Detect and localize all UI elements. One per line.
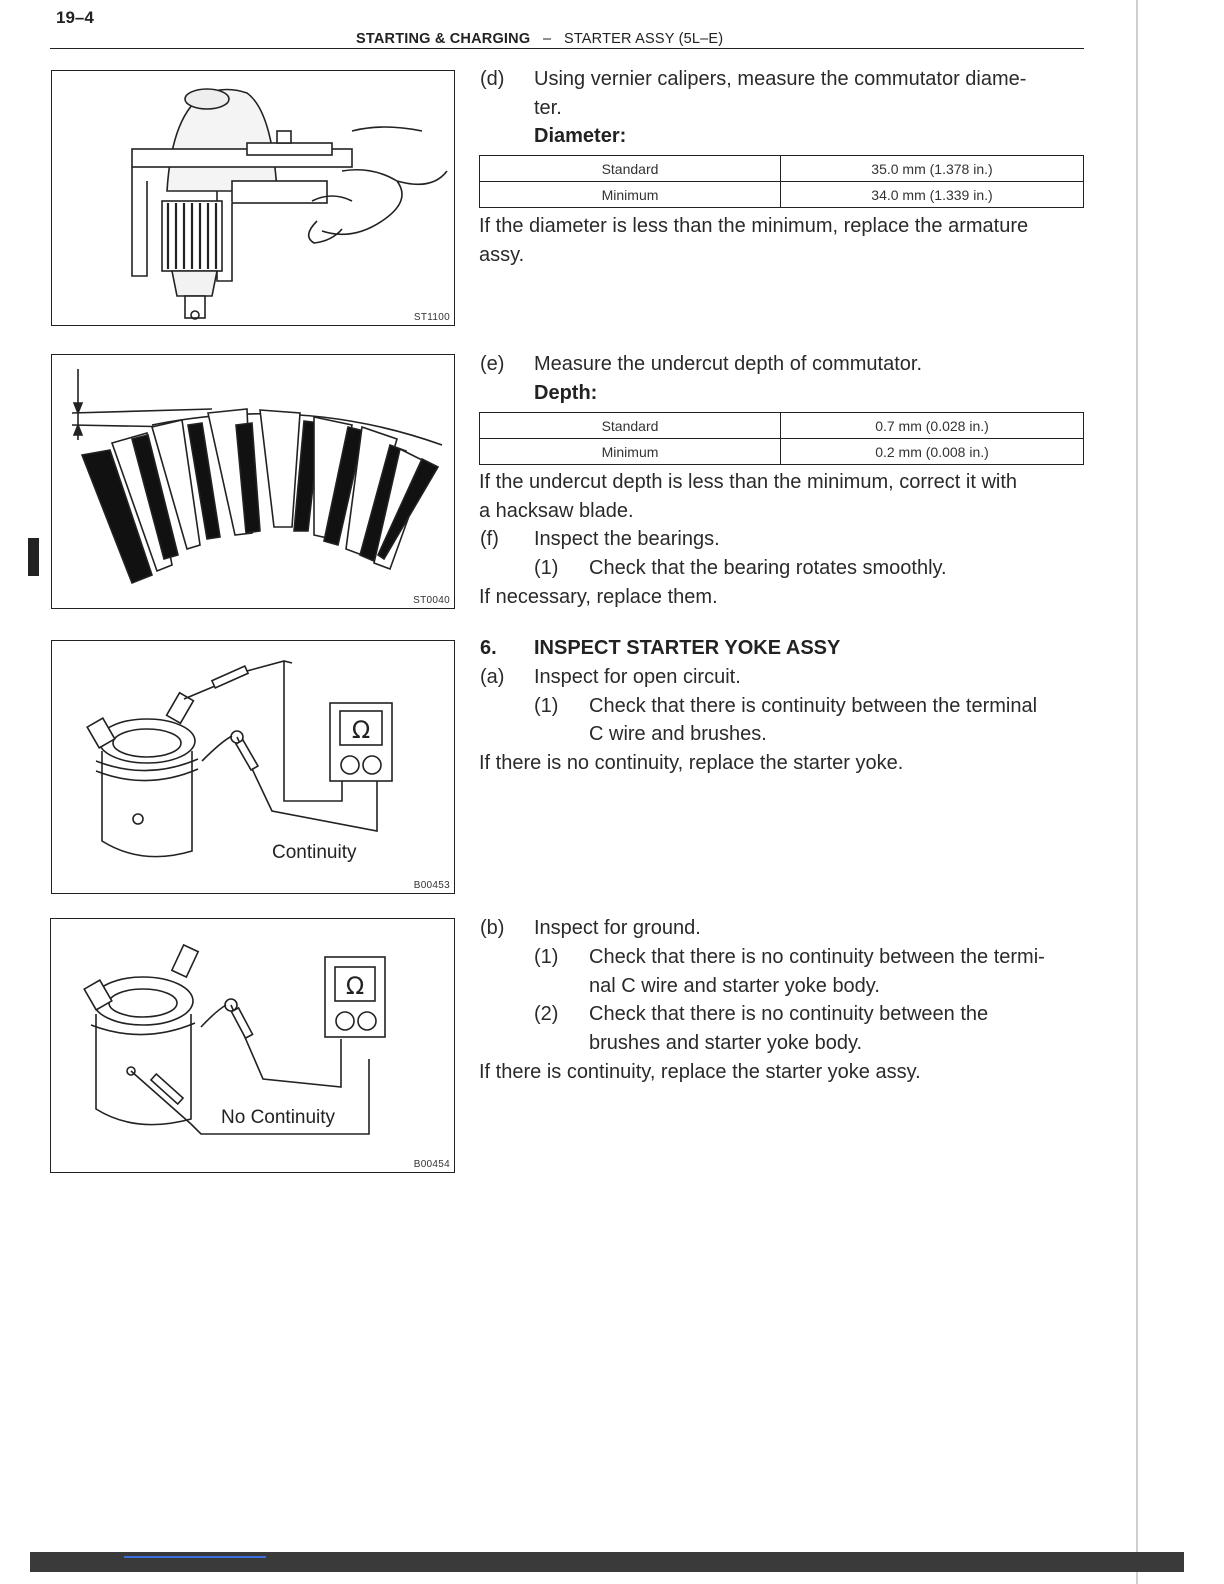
- step-d-note-line1: If the diameter is less than the minimum, replace the armature: [479, 215, 1029, 237]
- step-6b-sub2-line1: Check that there is no continuity between the: [589, 1003, 989, 1025]
- step-e-note-line2: a hacksaw blade.: [479, 500, 634, 522]
- spec-value: 35.0 mm (1.378 in.): [781, 156, 1084, 182]
- step-6a-sub-line2: C wire and brushes.: [589, 723, 767, 745]
- section-6-title: INSPECT STARTER YOKE ASSY: [534, 637, 841, 659]
- figure-code: B00453: [413, 880, 450, 891]
- spec-label: Standard: [480, 413, 781, 439]
- step-6b-sub1-line2: nal C wire and starter yoke body.: [589, 975, 880, 997]
- step-f-marker: (f): [480, 528, 499, 550]
- step-f-sub-text: Check that the bearing rotates smoothly.: [589, 557, 947, 579]
- figure-no-continuity-test: [50, 918, 455, 1173]
- step-e-note-line1: If the undercut depth is less than the minimum, correct it with: [479, 471, 1018, 493]
- figure-caption-continuity: Continuity: [272, 842, 357, 863]
- step-6a-sub-marker: (1): [534, 695, 559, 717]
- step-e-spec-heading: Depth:: [534, 382, 598, 404]
- table-row: [480, 413, 1084, 439]
- page-edge: [1136, 0, 1138, 1584]
- figure-code: ST1100: [413, 312, 450, 323]
- spec-label: Standard: [480, 156, 781, 182]
- step-e-marker: (e): [480, 353, 505, 375]
- step-d-spec-heading: Diameter:: [534, 125, 627, 147]
- step-f-note: If necessary, replace them.: [479, 586, 718, 608]
- step-6b-text: Inspect for ground.: [534, 917, 701, 939]
- step-6a-text: Inspect for open circuit.: [534, 666, 741, 688]
- step-d-text-line2: ter.: [534, 97, 562, 119]
- step-f-sub-marker: (1): [534, 557, 559, 579]
- step-6a-sub-line1: Check that there is continuity between the terminal: [589, 695, 1038, 717]
- step-6a-note: If there is no continuity, replace the starter yoke.: [479, 752, 904, 774]
- figure-code: ST0040: [413, 595, 450, 606]
- step-6b-sub2-line2: brushes and starter yoke body.: [589, 1032, 863, 1054]
- depth-spec-table: [479, 412, 1084, 465]
- continuity-illustration: [52, 641, 452, 891]
- figure-continuity-test: [51, 640, 455, 894]
- figure-caption-no-continuity: No Continuity: [221, 1107, 336, 1128]
- step-d-note-line2: assy.: [479, 244, 525, 266]
- step-f-text: Inspect the bearings.: [534, 528, 720, 550]
- figure-vernier-calipers: [51, 70, 455, 326]
- no-continuity-illustration: [51, 919, 452, 1170]
- step-6b-note: If there is continuity, replace the starter yoke assy.: [479, 1061, 921, 1083]
- spec-label: Minimum: [480, 439, 781, 465]
- section-title: STARTING & CHARGING: [356, 31, 531, 47]
- bottom-link-line: [124, 1556, 266, 1558]
- step-d-marker: (d): [480, 68, 505, 90]
- undercut-illustration: [52, 355, 452, 606]
- step-6b-sub2-marker: (2): [534, 1003, 559, 1025]
- table-row: [480, 182, 1084, 208]
- header-separator: –: [543, 31, 552, 47]
- spec-value: 0.2 mm (0.008 in.): [781, 439, 1084, 465]
- step-6b-sub1-marker: (1): [534, 946, 559, 968]
- step-d-text-line1: Using vernier calipers, measure the commutator diame-: [534, 68, 1027, 90]
- calipers-illustration: [52, 71, 452, 323]
- header-rule: [50, 48, 1084, 49]
- step-e-text: Measure the undercut depth of commutator.: [534, 353, 922, 375]
- step-6a-marker: (a): [480, 666, 505, 688]
- side-thumb-mark: [28, 538, 39, 576]
- step-6b-marker: (b): [480, 917, 505, 939]
- spec-value: 34.0 mm (1.339 in.): [781, 182, 1084, 208]
- spec-value: 0.7 mm (0.028 in.): [781, 413, 1084, 439]
- running-header: [356, 31, 723, 47]
- table-row: [480, 439, 1084, 465]
- table-row: [480, 156, 1084, 182]
- subsection-title: STARTER ASSY (5L–E): [563, 31, 724, 47]
- figure-commutator-undercut: [51, 354, 455, 609]
- diameter-spec-table: [479, 155, 1084, 208]
- ohm-symbol: Ω: [351, 716, 371, 744]
- page-number: 19–4: [56, 8, 94, 27]
- section-6-number: 6.: [480, 637, 497, 659]
- spec-label: Minimum: [480, 182, 781, 208]
- step-6b-sub1-line1: Check that there is no continuity between the termi-: [589, 946, 1045, 968]
- bottom-scan-bar: [30, 1552, 1184, 1572]
- ohm-symbol: Ω: [345, 972, 365, 1000]
- figure-code: B00454: [413, 1159, 450, 1170]
